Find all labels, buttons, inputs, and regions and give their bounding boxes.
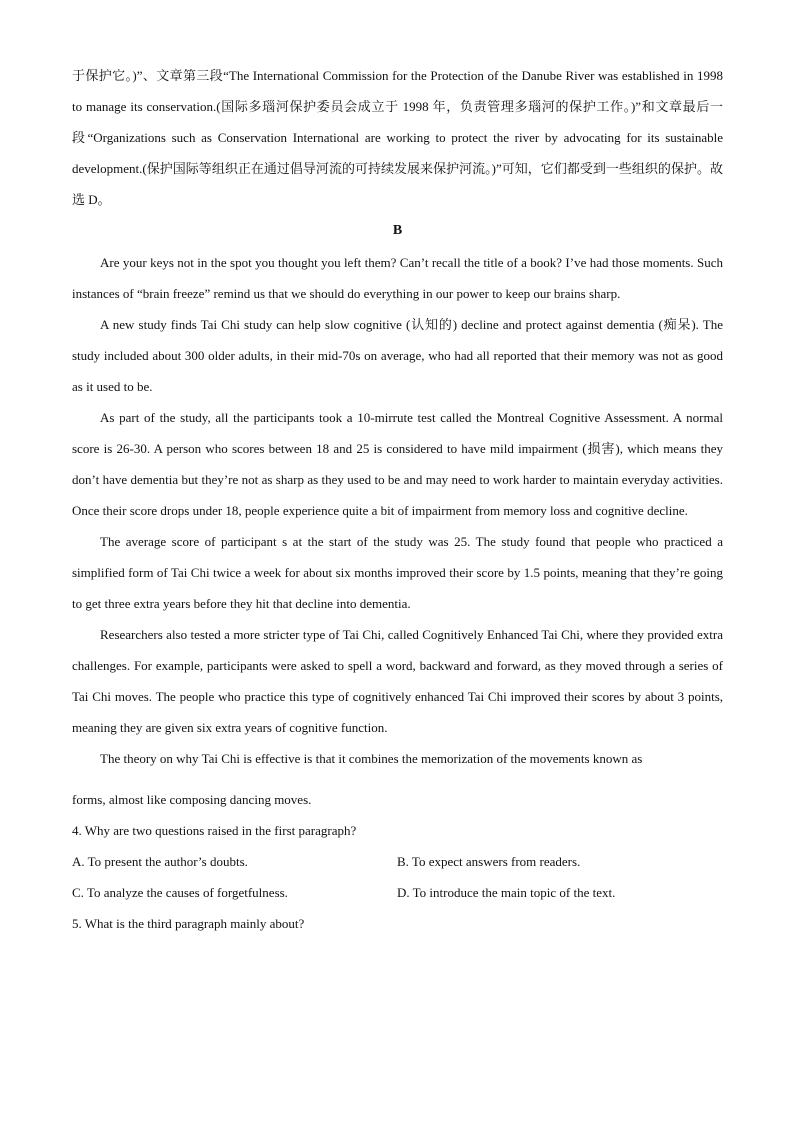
question-4-option-c[interactable]: C. To analyze the causes of forgetfulness. xyxy=(72,885,288,900)
paragraph-1: Are your keys not in the spot you thought you left them? Can’t recall the title of a book? I’ve had those moments. Such instances of “brain freeze” remind us that we should do everything in our power to keep our brains sharp. xyxy=(72,255,723,301)
question-4-stem: 4. Why are two questions raised in the first paragraph? xyxy=(72,823,357,838)
section-heading: B xyxy=(392,223,403,238)
paragraph-6 xyxy=(72,743,723,815)
question-5-stem: 5. What is the third paragraph mainly about? xyxy=(72,916,305,931)
paragraph-3: As part of the study, all the participants took a 10-mirrute test called the Montreal Cognitive Assessment. A normal score is 26-30. A person who scores between 18 and 25 is considered to have mild impairment (损害), which means they don’t have dementia but they’re not as sharp as they used to be and may need to work harder to maintain everyday activities. Once their score drops under 18, people experience quite a bit of impairment from memory loss and cognitive decline. xyxy=(72,410,723,518)
question-4-options xyxy=(72,846,723,908)
question-4-option-a[interactable]: A. To present the author’s doubts. xyxy=(72,854,248,869)
document-page xyxy=(72,60,723,939)
paragraph-2: A new study finds Tai Chi study can help slow cognitive (认知的) decline and protect against dementia (痴呆). The study included about 300 older adults, in their mid-70s on average, who had all reported that their memory was not as good as it used to be. xyxy=(72,317,723,394)
paragraph-5: Researchers also tested a more stricter type of Tai Chi, called Cognitively Enhanced Tai Chi, where they provided extra challenges. For example, participants were asked to spell a word, backward and forward, as they moved through a series of Tai Chi moves. The people who practice this type of cognitively enhanced Tai Chi improved their scores by about 3 points, meaning they are given six extra years of cognitive function. xyxy=(72,627,723,735)
paragraph-6-line-1: The theory on why Tai Chi is effective is that it combines the memorization of the movements known as xyxy=(100,751,643,766)
intro-paragraph: 于保护它。)”、文章第三段“The International Commission for the Protection of the Danube River was established in 1998 to manage its conservation.(国际多瑙河保护委员会成立于 1998 年，负责管理多瑙河的保护工作。)”和文章最后一段“Organizations such as Conservation International are working to protect the river by advocating for its sustainable development.(保护国际等组织正在通过倡导河流的可持续发展来保护河流。)”可知，它们都受到一些组织的保护。故选 D。 xyxy=(72,68,723,207)
question-4-option-b[interactable]: B. To expect answers from readers. xyxy=(397,854,581,869)
paragraph-4: The average score of participant s at the start of the study was 25. The study found that people who practiced a simplified form of Tai Chi twice a week for about six months improved their score by 1.5 points, meaning that they’re going to get three extra years before they hit that decline into dementia. xyxy=(72,534,723,611)
question-4-option-d[interactable]: D. To introduce the main topic of the text. xyxy=(397,885,616,900)
paragraph-6-line-2: forms, almost like composing dancing moves. xyxy=(72,792,312,807)
paragraph-6-spacer xyxy=(72,774,723,784)
